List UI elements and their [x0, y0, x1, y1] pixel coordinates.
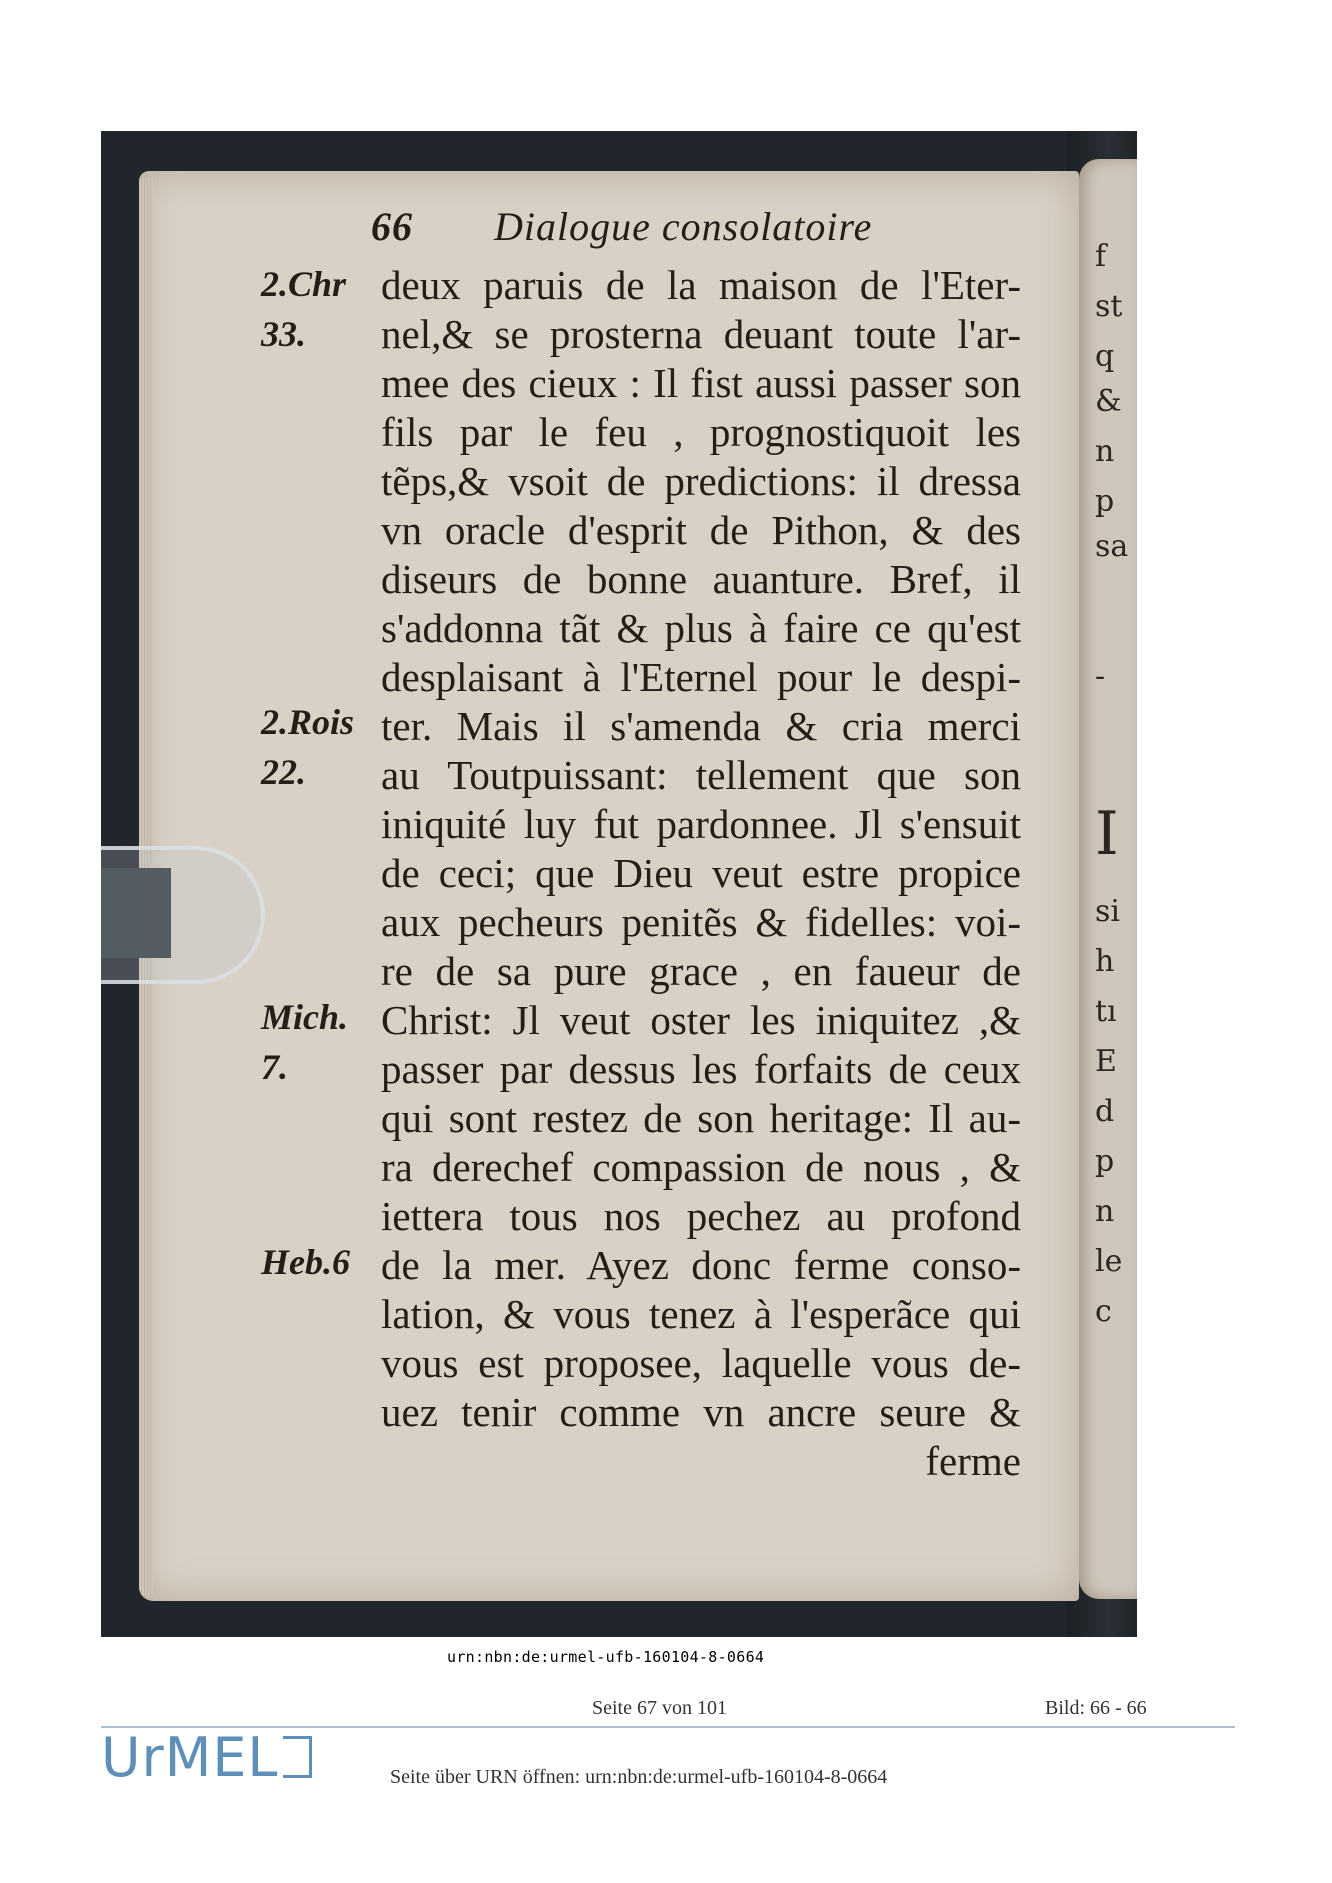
- margin-reference: 2.Chr: [261, 264, 347, 304]
- text-line: passer par dessus les forfaits de ceux: [381, 1046, 1021, 1092]
- text-line: Christ: Jl veut oster les iniquitez ,&: [381, 997, 1021, 1043]
- text-line: tẽps,& vsoit de predictions: il dressa: [381, 458, 1021, 504]
- margin-reference: 22.: [261, 752, 306, 792]
- text-line: vous est proposee, laquelle vous de-: [381, 1340, 1021, 1386]
- urn-link[interactable]: Seite über URN öffnen: urn:nbn:de:urmel-ufb-160104-8-0664: [390, 1766, 888, 1788]
- logo-bracket-icon: [283, 1736, 312, 1778]
- page-counter: Seite 67 von 101: [592, 1697, 727, 1719]
- margin-reference: 7.: [261, 1047, 288, 1087]
- text-line: iniquité luy fut pardonnee. Jl s'ensuit: [381, 801, 1021, 847]
- image-counter: Bild: 66 - 66: [1045, 1697, 1147, 1719]
- urmel-logo: [101, 1727, 312, 1787]
- text-line: de ceci; que Dieu veut estre propice: [381, 850, 1021, 896]
- facing-page-letter: E: [1095, 1044, 1117, 1079]
- text-line: ra derechef compassion de nous , &: [381, 1144, 1021, 1190]
- running-header: [371, 203, 872, 250]
- margin-reference: 33.: [261, 314, 306, 354]
- facing-page-letter: p: [1095, 484, 1115, 519]
- catchword: ferme: [925, 1438, 1021, 1484]
- facing-page-letter: f: [1095, 239, 1107, 274]
- facing-page-letter: q: [1095, 339, 1115, 374]
- facing-page-letter: h: [1095, 944, 1115, 979]
- printed-text: [101, 131, 1137, 1637]
- scanned-book-image: [101, 131, 1137, 1637]
- text-line: fils par le feu , prognostiquoit les: [381, 409, 1021, 455]
- facing-page-letter: c: [1095, 1294, 1112, 1329]
- running-title: Dialogue consolatoire: [494, 204, 873, 249]
- facing-page-letter: d: [1095, 1094, 1115, 1129]
- text-line: desplaisant à l'Eternel pour le despi-: [381, 654, 1021, 700]
- facing-page-letter: sa: [1095, 529, 1129, 564]
- printed-page-number: 66: [371, 204, 413, 249]
- text-line: au Toutpuissant: tellement que son: [381, 752, 1021, 798]
- logo-text: UrMEL: [101, 1725, 279, 1789]
- text-line: qui sont restez de son heritage: Il au-: [381, 1095, 1021, 1141]
- text-line: aux pecheurs penitẽs & fidelles: voi-: [381, 899, 1021, 945]
- urn-identifier: urn:nbn:de:urmel-ufb-160104-8-0664: [447, 1648, 765, 1666]
- facing-page-letter: n: [1095, 1194, 1115, 1229]
- margin-reference: Heb.6: [261, 1242, 350, 1282]
- facing-page-letter: p: [1095, 1144, 1115, 1179]
- text-line: iettera tous nos pechez au profond: [381, 1193, 1021, 1239]
- margin-reference: 2.Rois: [261, 702, 355, 742]
- text-line: re de sa pure grace , en faueur de: [381, 948, 1021, 994]
- margin-reference: Mich.: [261, 997, 349, 1037]
- facing-page-letter: tı: [1095, 994, 1117, 1029]
- text-line: deux paruis de la maison de l'Eter-: [381, 262, 1021, 308]
- text-line: vn oracle d'esprit de Pithon, & des: [381, 507, 1021, 553]
- text-line: s'addonna tãt & plus à faire ce qu'est: [381, 605, 1021, 651]
- text-line: nel,& se prosterna deuant toute l'ar-: [381, 311, 1021, 357]
- facing-page-letter: si: [1095, 894, 1120, 929]
- facing-page-letter: st: [1095, 289, 1123, 324]
- facing-page-letter: I: [1095, 799, 1119, 869]
- facing-page-letter: &: [1095, 384, 1122, 419]
- facing-page-letter: le: [1095, 1244, 1123, 1279]
- text-line: ter. Mais il s'amenda & cria merci: [381, 703, 1021, 749]
- text-line: uez tenir comme vn ancre seure &: [381, 1389, 1021, 1435]
- text-line: mee des cieux : Il fist aussi passer son: [381, 360, 1021, 406]
- text-line: diseurs de bonne auanture. Bref, il: [381, 556, 1021, 602]
- text-line: de la mer. Ayez donc ferme conso-: [381, 1242, 1021, 1288]
- facing-page-letter: -: [1095, 659, 1106, 694]
- facing-page-letter: n: [1095, 434, 1115, 469]
- text-line: lation, & vous tenez à l'esperãce qui: [381, 1291, 1021, 1337]
